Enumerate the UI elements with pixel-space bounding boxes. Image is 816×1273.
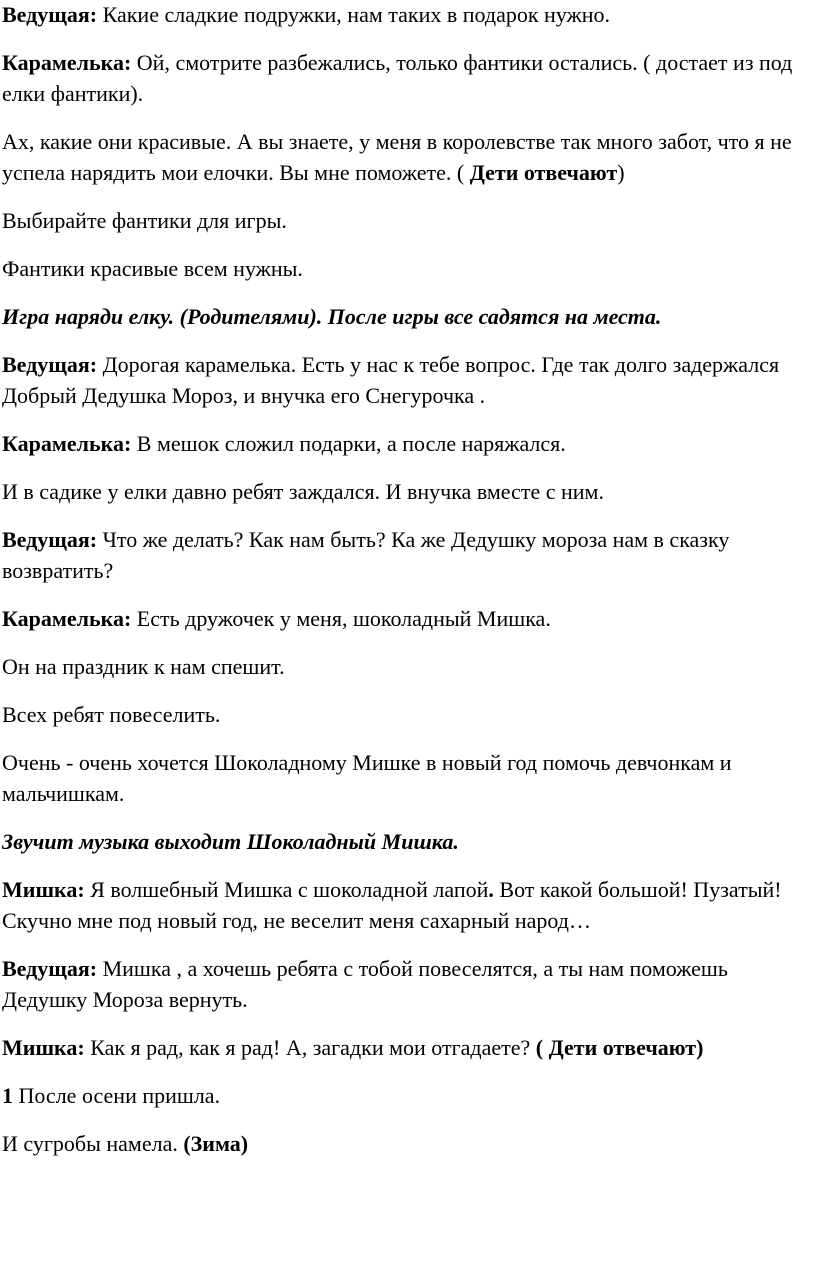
paragraph-9 — [2, 476, 814, 507]
paragraph-8 — [2, 428, 814, 459]
line-text: Есть дружочек у меня, шоколадный Мишка. — [131, 606, 551, 631]
speaker-label: Ведущая: — [2, 2, 98, 27]
stage-direction: Звучит музыка выходит Шоколадный Мишка. — [2, 829, 459, 854]
line-text: Очень - очень хочется Шоколадному Мишке в новый год помочь девчонкам и мальчишкам. — [2, 750, 732, 806]
speaker-label: Ведущая: — [2, 527, 98, 552]
line-text: ) — [617, 160, 625, 185]
line-text: Какие сладкие подружки, нам таких в подарок нужно. — [97, 2, 611, 27]
speaker-label: Мишка: — [2, 877, 85, 902]
stage-direction: Игра наряди елку. (Родителями). После игры все садятся на места. — [2, 304, 662, 329]
line-text: Выбирайте фантики для игры. — [2, 208, 287, 233]
speaker-label: Карамелька: — [2, 50, 132, 75]
stage-note: Дети отвечают — [469, 160, 618, 185]
line-text: Всех ребят повеселить. — [2, 702, 221, 727]
paragraph-1 — [2, 0, 814, 30]
stage-note: ( Дети отвечают) — [535, 1035, 704, 1060]
paragraph-15 — [2, 826, 814, 857]
line-text: Дорогая карамелька. Есть у нас к тебе вопрос. Где так долго задержался Добрый Дедушка Мороз, и внучка его Снегурочка . — [2, 352, 780, 408]
riddle-number: 1 — [2, 1083, 13, 1108]
paragraph-19 — [2, 1080, 814, 1111]
paragraph-13 — [2, 699, 814, 730]
paragraph-20 — [2, 1128, 814, 1159]
riddle-answer: (Зима) — [183, 1131, 249, 1156]
paragraph-11 — [2, 603, 814, 634]
line-text: Ах, какие они красивые. А вы знаете, у меня в королевстве так много забот, что я не успела нарядить мои елочки. Вы мне поможете. ( — [2, 129, 792, 185]
line-text: И сугробы намела. — [2, 1131, 184, 1156]
speaker-label: Карамелька: — [2, 606, 132, 631]
line-text: И в садике у елки давно ребят заждался. И внучка вместе с ним. — [2, 479, 604, 504]
speaker-label: Мишка: — [2, 1035, 85, 1060]
paragraph-4 — [2, 205, 814, 236]
line-text: Что же делать? Как нам быть? Ка же Дедушку мороза нам в сказку возвратить? — [2, 527, 730, 583]
line-text: Ой, смотрите разбежались, только фантики остались. ( достает из под елки фантики). — [2, 50, 793, 106]
paragraph-3 — [2, 126, 814, 188]
line-text: В мешок сложил подарки, а после наряжался. — [131, 431, 566, 456]
line-text: Как я рад, как я рад! А, загадки мои отгадаете? — [84, 1035, 536, 1060]
speaker-label: Ведущая: — [2, 352, 98, 377]
paragraph-18 — [2, 1032, 814, 1063]
line-text: Мишка , а хочешь ребята с тобой повеселятся, а ты нам поможешь Дедушку Мороза вернуть. — [2, 956, 728, 1012]
line-text: Фантики красивые всем нужны. — [2, 256, 303, 281]
paragraph-17 — [2, 953, 814, 1015]
paragraph-10 — [2, 524, 814, 586]
bold-punctuation: . — [488, 877, 494, 902]
speaker-label: Ведущая: — [2, 956, 98, 981]
paragraph-16 — [2, 874, 814, 936]
paragraph-2 — [2, 47, 814, 109]
line-text: Я волшебный Мишка с шоколадной лапой — [84, 877, 489, 902]
line-text: После осени пришла. — [13, 1083, 221, 1108]
paragraph-14 — [2, 747, 814, 809]
line-text: Он на праздник к нам спешит. — [2, 654, 285, 679]
paragraph-5 — [2, 253, 814, 284]
paragraph-12 — [2, 651, 814, 682]
paragraph-7 — [2, 349, 814, 411]
line-text: Вот какой большой! Пузатый! Скучно мне под новый год, не веселит меня сахарный народ… — [2, 877, 782, 933]
paragraph-6 — [2, 301, 814, 332]
speaker-label: Карамелька: — [2, 431, 132, 456]
